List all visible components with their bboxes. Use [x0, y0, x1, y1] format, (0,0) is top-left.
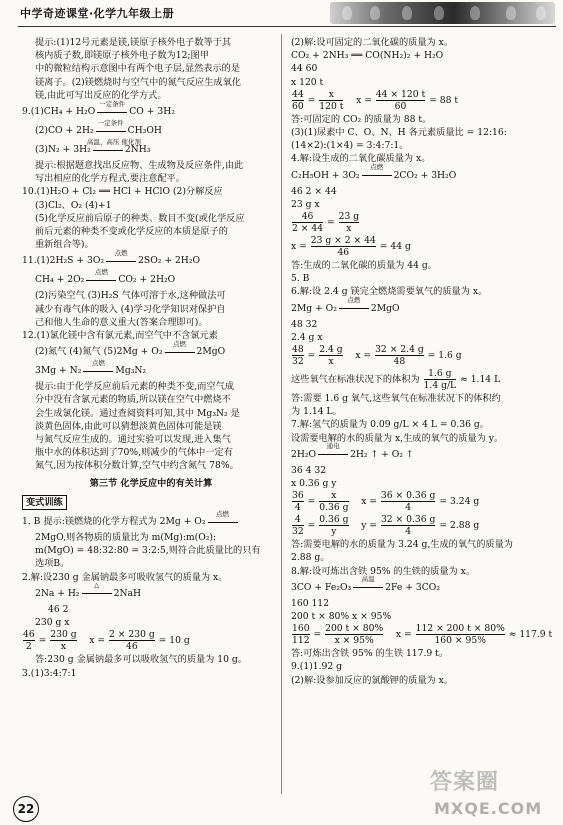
text-line: 23 g x [291, 198, 320, 210]
math-operator: = [304, 94, 319, 106]
arrow-bar [83, 371, 113, 372]
left-column [22, 36, 280, 680]
right-column [291, 36, 553, 687]
text-line: 200 t × 80% x × 95% [291, 611, 392, 623]
fraction-numerator: 4 [294, 514, 301, 526]
fraction-denominator: 1.4 g/L [423, 380, 457, 392]
fraction [319, 89, 343, 112]
text-line: (3)(1)尿素中 C、O、N、H 各元素质量比 = 12:16: [291, 127, 507, 139]
fraction [424, 368, 457, 391]
text-line: m(MgO) = 48:32:80 = 3:2:5,则符合此质量比的只有 [35, 545, 261, 557]
fraction-denominator: 60 [292, 100, 304, 112]
arrow-bar [339, 308, 369, 309]
text-line: x 120 t [291, 76, 324, 88]
fraction-numerator: 32 × 0.36 g [380, 514, 436, 526]
reaction-condition: 高温 [361, 575, 375, 584]
fraction [50, 629, 76, 652]
text-line: 44 60 [291, 63, 318, 75]
text-line: 2.解:设230 g 金属钠最多可吸收氢气的质量为 x。 [22, 571, 228, 583]
math-line [22, 629, 280, 653]
fraction [292, 344, 304, 367]
text-line: 分中没有含氯元素的物质,所以镁在空气中燃烧不 [35, 394, 231, 406]
reaction-condition: 一定条件 [97, 118, 124, 127]
math-operator: = 2.88 g [436, 520, 480, 532]
math-operator: x = [343, 350, 375, 362]
text-line: 镁,由此可写出反应的化学方式。 [35, 89, 167, 101]
reaction-condition: 点燃 [94, 267, 108, 276]
fraction-numerator: 23 g × 2 × 44 [310, 235, 376, 247]
equation-arrow [106, 248, 136, 266]
fraction-numerator: 44 [292, 88, 304, 100]
equation-reactants: C₂H₅OH + 3O₂ [291, 169, 360, 181]
fraction-numerator: 2.4 g [319, 344, 343, 356]
equation-products: 2MgO [370, 302, 400, 314]
arrow-bar [318, 454, 348, 455]
fraction-denominator: x × 95% [325, 634, 383, 646]
arrow-bar [165, 352, 195, 353]
fraction-numerator: 32 × 2.4 g [375, 344, 424, 356]
text-line: (2)污染空气 (3)H₂S 气体可溶于水,这种做法可 [35, 290, 226, 302]
fraction-denominator: 4 [381, 525, 436, 537]
math-operator: 这些氧气在标准状况下的体积为 [291, 374, 423, 386]
math-line [291, 514, 549, 538]
equation-reactants: (3)N₂ + 3H₂ [35, 144, 91, 156]
math-operator: x = [291, 241, 310, 253]
text-line: 中的微粒结构示意图中有两个电子层,显然表示的是 [35, 63, 241, 75]
text-line: 10.(1)H₂O + Cl₂ ══ HCl + HClO (2)分解反应 [22, 186, 223, 198]
text-line: 氮气,因为按体积分数计算,空气中约含氮气 78%。 [35, 460, 239, 472]
equation-line [291, 575, 549, 597]
equation-reactants: 3Mg + N₂ [35, 365, 82, 377]
reaction-condition: 点燃 [347, 296, 361, 305]
text-line: 8.解:设可炼出含铁 95% 的生铁的质量为 x。 [291, 565, 476, 577]
fraction-denominator: 2 × 44 [292, 223, 324, 235]
page-header [0, 0, 563, 30]
math-operator: y = [349, 520, 380, 532]
fraction-denominator: 4 [292, 501, 304, 513]
fraction-numerator: 1.6 g [428, 368, 452, 380]
equation-reactants: 2H₂O [291, 448, 317, 460]
math-operator: = [310, 629, 325, 641]
fraction-numerator: 23 g [338, 211, 360, 223]
equation-arrow [96, 118, 126, 136]
fraction-numerator: 46 [23, 629, 35, 641]
fraction-numerator: x [331, 490, 337, 502]
equation-reactants: 2Mg + O₂ [291, 302, 337, 314]
arrow-bar [93, 150, 123, 151]
reaction-condition: 一定条件 [99, 99, 126, 108]
equation-products: 2SO₂ + 2H₂O [138, 255, 201, 267]
fraction [23, 629, 35, 652]
text-line: 2.88 g。 [291, 552, 330, 564]
reaction-condition: △ [94, 581, 100, 590]
fraction [325, 623, 383, 646]
arrow-bar [82, 593, 112, 594]
equation-products: 2H₂ ↑ + O₂ ↑ [350, 448, 414, 460]
reaction-condition: 通电 [326, 442, 340, 451]
text-line: 与氮气反应生成的。通过实验可以发现,进入集气 [35, 434, 231, 446]
page-number: 22 [13, 796, 39, 822]
reaction-condition: 点燃 [114, 248, 128, 257]
fraction [292, 623, 310, 646]
math-line [291, 368, 549, 392]
math-operator: = [324, 217, 338, 229]
text-line: (5)化学反应前后原子的种类、数目不变(或化学反应 [35, 212, 245, 224]
math-line [291, 623, 553, 647]
equation-reactants: 3CO + Fe₂O₃ [291, 581, 352, 593]
arrow-bar [353, 587, 383, 588]
equation-line [22, 358, 280, 380]
header-decorative-banner [330, 2, 555, 24]
fraction-denominator: 112 [292, 635, 310, 647]
fraction-denominator: 60 [376, 100, 425, 112]
arrow-bar [96, 131, 126, 132]
equation-reactants: (2)氮气 (4)氮气 (5)2Mg + O₂ [35, 346, 163, 358]
text-line: 2MgO,则各物质的质量比为 m(Mg):m(O₂): [35, 532, 217, 544]
fraction-denominator: x [319, 355, 342, 367]
equation-arrow [362, 163, 392, 180]
equation-products: 2Fe + 3CO₂ [385, 581, 440, 593]
equation-arrow [82, 581, 112, 598]
fraction-denominator: 48 [375, 355, 424, 367]
equation-products: 2MgO [196, 346, 226, 358]
text-line: 核内质子数,即镁原子核外电子数为12;图甲 [35, 50, 209, 62]
text-line: 46 2 [48, 603, 69, 615]
math-operator: = [35, 635, 50, 647]
equation-arrow [165, 339, 195, 357]
fraction [311, 235, 376, 258]
math-operator: = 3.24 g [436, 496, 480, 508]
watermark-text-top: 答案圈 [430, 770, 500, 795]
math-operator: = [304, 496, 319, 508]
text-line: 3.(1)3:4:7:1 [22, 667, 77, 679]
fraction-denominator: 120 t [319, 100, 344, 112]
equation-line [22, 99, 280, 121]
fraction [319, 514, 348, 537]
text-line: 减少有毒气体的吸入 (4)学习化学知识对保护自 [35, 303, 226, 315]
fraction-denominator: x [50, 640, 76, 652]
equation-line [291, 442, 549, 464]
equation-line [22, 581, 280, 603]
book-title: 中学奇迹课堂·化学九年级上册 [20, 7, 175, 20]
fraction [319, 344, 342, 367]
math-operator: = 88 t [426, 94, 459, 106]
fraction [292, 89, 304, 112]
text-line: (2)解:设参加反应的氯酸钾的质量为 x。 [291, 674, 454, 686]
math-operator: x = [77, 635, 108, 647]
text-line: 6.解:设 2.4 g 镁完全燃烧需要氧气的质量为 x。 [291, 286, 488, 298]
math-operator: = [304, 520, 319, 532]
fraction-numerator: 230 g [50, 629, 77, 641]
text-line: 2.4 g x [291, 331, 323, 343]
math-line [291, 490, 549, 514]
math-operator: x = [349, 496, 380, 508]
text-line: (14×2):(1×4) = 3:4:7:1。 [291, 140, 409, 152]
math-line [291, 344, 549, 368]
arrow-bar [97, 112, 127, 113]
math-line [291, 235, 549, 259]
math-operator: x = [344, 94, 375, 106]
text-line: 设需要电解的水的质量为 x,生成的氧气的质量为 y。 [291, 432, 504, 444]
section-title: 第三节 化学反应中的有关计算 [89, 477, 213, 489]
fraction-numerator: 200 t × 80% [325, 623, 384, 635]
text-line: (2)解:设可固定的二氧化碳的质量为 x。 [291, 37, 454, 48]
header-rule [18, 26, 556, 27]
text-line: x 0.36 g y [291, 478, 337, 490]
reaction-condition: 高温、高压 催化剂 [86, 137, 141, 146]
fraction [376, 89, 425, 112]
fraction-denominator: y [319, 525, 348, 537]
equation-line [22, 339, 280, 361]
equation-line [22, 248, 280, 270]
text-line: 36 4 32 [291, 464, 327, 476]
reaction-condition: 点燃 [173, 339, 187, 348]
equation-products: 2CO₂ + 3H₂O [393, 169, 457, 181]
fraction-numerator: 2 × 230 g [109, 629, 155, 641]
text-line: CO₂ + 2NH₃ ══ CO(NH₂)₂ + H₂O [291, 50, 444, 62]
math-operator: = 44 g [376, 241, 411, 253]
fraction [292, 514, 304, 537]
fraction-numerator: 48 [292, 344, 304, 356]
text-line: 12.(1)氯化镁中含有氯元素,而空气中不含氯元素 [22, 330, 218, 342]
math-operator: = 10 g [155, 635, 190, 647]
text-line: 230 g x [35, 617, 70, 629]
fraction-numerator: x [328, 88, 334, 100]
fraction [381, 514, 436, 537]
fraction-numerator: 160 [292, 623, 310, 635]
equation-arrow [97, 99, 127, 117]
fraction-denominator: 0.36 g [319, 502, 349, 514]
equation-reactants: 9.(1)CH₄ + H₂O [22, 106, 96, 118]
fraction-denominator: x [339, 222, 360, 234]
fraction [416, 623, 505, 646]
text-line: 选项B。 [35, 558, 70, 570]
equation-line [22, 118, 280, 140]
math-operator: = 1.6 g [424, 350, 462, 362]
equation-reactants: 1. B 提示:镁燃烧的化学方程式为 2Mg + O₂ [22, 516, 206, 528]
equation-arrow [83, 358, 113, 376]
text-line: 4.解:设生成的二氧化碳质量为 x。 [291, 153, 431, 165]
equation-products: 2NaH [113, 587, 141, 599]
fraction-denominator: 160 × 95% [416, 634, 505, 646]
fraction-numerator: 112 × 200 t × 80% [415, 623, 505, 635]
equation-products: CO + 3H₂ [129, 106, 175, 118]
equation-arrow [208, 509, 238, 527]
fraction-denominator: 46 [311, 246, 376, 258]
text-line: 答:可固定的 CO₂ 的质量为 88 t。 [291, 113, 432, 125]
equation-line [22, 137, 280, 159]
section-box-label: 变式训练 [22, 495, 67, 510]
fraction-denominator: 46 [109, 640, 155, 652]
fraction [292, 490, 304, 513]
equation-products: CH₃OH [127, 125, 162, 137]
text-line: 淡黄色固体,由此可以猜想淡黄色固体可能是镁 [35, 420, 222, 432]
fraction [109, 629, 155, 652]
fraction-numerator: 44 × 120 t [375, 88, 426, 100]
text-line: 瓶中水的体积达到了70%,则减少的气体中一定有 [35, 447, 233, 459]
fraction-numerator: 36 [292, 490, 304, 502]
fraction-denominator: 32 [292, 356, 304, 368]
text-line: 答:生成的二氧化碳的质量为 44 g。 [291, 260, 437, 272]
column-divider [281, 34, 282, 794]
text-line: 提示:根据题意找出反应物、生成物及反应条件,由此 [35, 160, 244, 172]
fraction-denominator: 4 [381, 501, 436, 513]
fraction-numerator: 36 × 0.36 g [380, 490, 436, 502]
fraction-numerator: 0.36 g [319, 514, 349, 526]
reaction-condition: 点燃 [91, 358, 105, 367]
text-line: 前后元素的种类不变或化学反应的本质是原子的 [35, 226, 228, 238]
text-line: 7.解:氢气的质量为 0.09 g/L × 4 L = 0.36 g。 [291, 419, 489, 431]
math-operator: = [304, 350, 319, 362]
text-line: 160 112 [291, 597, 329, 609]
text-line: 镁离子。(2)镁燃烧时与空气中的氮气反应生成氧化 [35, 76, 241, 88]
text-line: 答:可炼出含铁 95% 的生铁 117.9 t。 [291, 648, 449, 660]
text-line: 答:需要 1.6 g 氧气,这些氧气在标准状况下的体积约 [291, 393, 501, 405]
equation-reactants: (2)CO + 2H₂ [35, 125, 94, 137]
equation-arrow [353, 575, 383, 592]
watermark-text-bottom: MXQE.COM [434, 799, 543, 818]
text-line: 答:230 g 金属钠最多可以吸收氢气的质量为 10 g。 [35, 654, 247, 666]
equation-products: Mg₃N₂ [115, 365, 147, 377]
arrow-bar [208, 522, 238, 523]
equation-products: 2NH₃ [124, 144, 151, 156]
reaction-condition: 点燃 [370, 163, 384, 172]
text-line: 提示:(1)12号元素是镁,镁原子核外电子数等于其 [35, 37, 232, 48]
fraction [381, 490, 436, 513]
math-operator: ≈ 1.14 L [457, 374, 501, 386]
text-line: 会生成氯化镁。通过查阅资料可知,其中 Mg₃N₂ 是 [35, 407, 240, 419]
fraction-denominator: 32 [292, 526, 304, 538]
arrow-bar [86, 280, 116, 281]
fraction-denominator: 2 [23, 640, 35, 652]
equation-line [22, 509, 280, 531]
text-line: 9.(1)1.92 g [291, 661, 343, 673]
equation-line [22, 267, 280, 289]
text-line: 提示:由于化学反应前后元素的种类不变,而空气成 [35, 381, 234, 393]
reaction-condition: 点燃 [216, 509, 230, 518]
watermark [424, 770, 556, 822]
text-line: 己和他人生命的意义重大(答案合理即可)。 [35, 316, 208, 328]
math-operator: x = [384, 629, 415, 641]
equation-line [291, 163, 549, 185]
math-line [291, 89, 549, 113]
equation-reactants: 11.(1)2H₂S + 3O₂ [22, 255, 105, 267]
arrow-bar [362, 175, 392, 176]
equation-arrow [318, 442, 348, 459]
fraction-numerator: 46 [301, 211, 314, 223]
equation-line [291, 296, 549, 318]
text-line: 46 2 × 44 [291, 185, 337, 197]
math-operator: ≈ 117.9 t [505, 629, 553, 641]
text-line: 48 32 [291, 318, 318, 330]
equation-products: CO₂ + 2H₂O [118, 274, 176, 286]
equation-arrow [339, 296, 369, 313]
equation-arrow [86, 267, 116, 285]
text-line: 答:需要电解的水的质量为 3.24 g,生成的氧气的质量为 [291, 539, 513, 551]
fraction [375, 344, 424, 367]
text-line: 重新组合等)。 [35, 239, 94, 251]
equation-reactants: CH₄ + 2O₂ [35, 274, 85, 286]
arrow-bar [106, 261, 136, 262]
fraction [339, 211, 360, 234]
text-line: 5. B [291, 273, 310, 285]
section-box-row [22, 493, 280, 512]
fraction [319, 490, 348, 513]
equation-reactants: 2Na + H₂ [35, 587, 80, 599]
fraction [292, 211, 323, 234]
text-line: 写出相应的化学方程式,要注意配平。 [35, 173, 185, 185]
text-line: (3)Cl₂、O₂ (4)+1 [35, 199, 112, 211]
text-line: 为 1.14 L。 [291, 406, 342, 418]
math-line [291, 211, 549, 235]
